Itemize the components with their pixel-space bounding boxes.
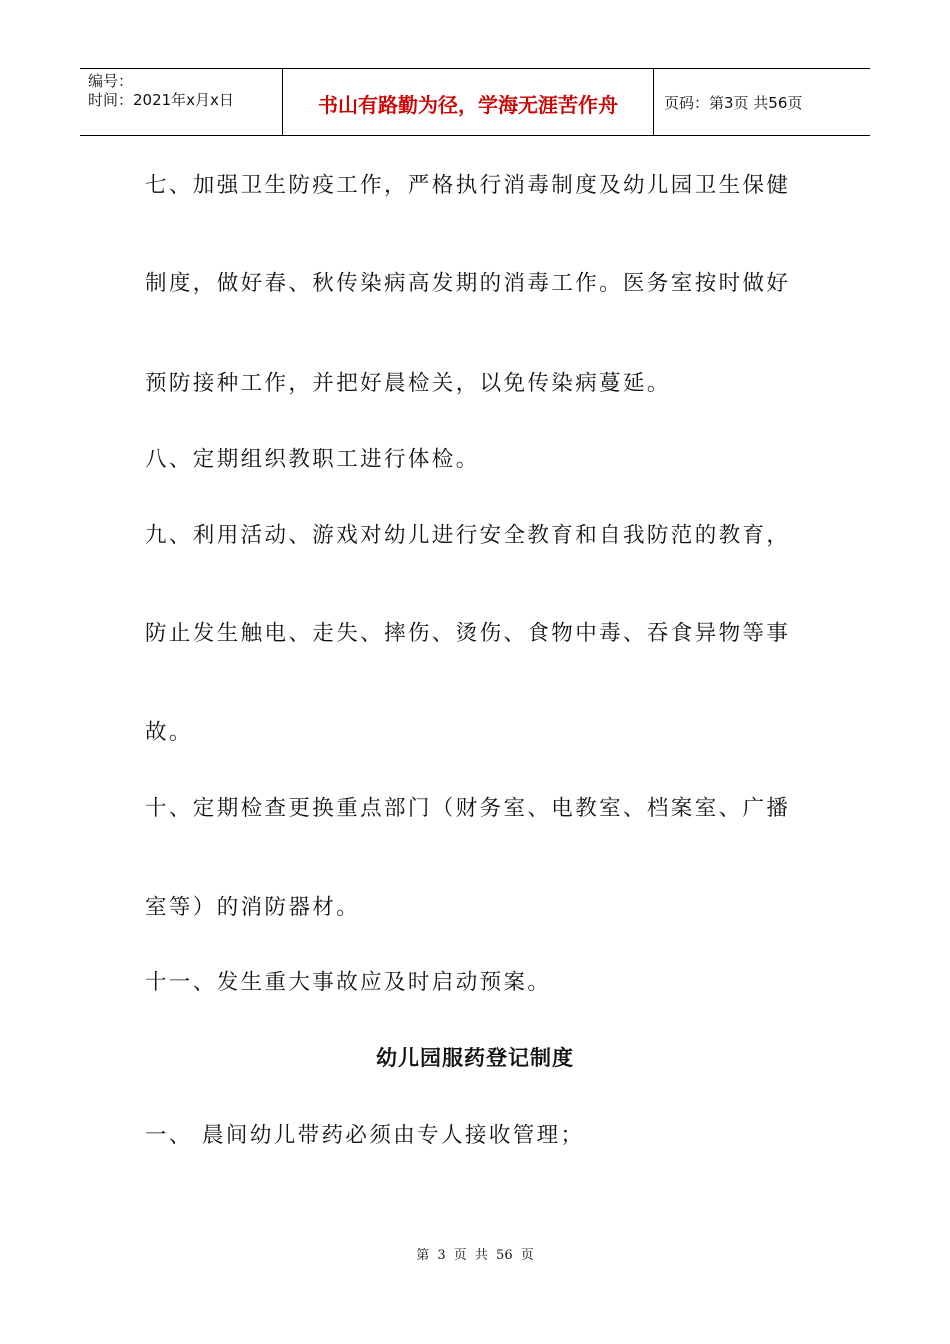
footer-page-number: 第 3 页 共 56 页 [416,1248,534,1263]
body-line: 室等）的消防器材。 [145,895,361,920]
body-line: 八、定期组织教职工进行体检。 [145,447,480,472]
body-line: 七、加强卫生防疫工作，严格执行消毒制度及幼儿园卫生保健 [145,173,791,198]
header-motto-cell [282,69,654,135]
body-line: 故。 [145,720,193,745]
body-line: 十一、发生重大事故应及时启动预案。 [145,970,552,995]
header-meta-cell [80,69,282,135]
date-line: 时间：2021年x月x日 [88,91,234,109]
body-line: 防止发生触电、走失、摔伤、烫伤、食物中毒、吞食异物等事 [145,621,791,646]
body-line: 九、利用活动、游戏对幼儿进行安全教育和自我防范的教育， [145,523,791,548]
body-line: 制度，做好春、秋传染病高发期的消毒工作。医务室按时做好 [145,271,791,296]
header-page-cell [654,69,870,135]
section-title: 幼儿园服药登记制度 [376,1046,574,1070]
section-line: 一、 晨间幼儿带药必须由专人接收管理； [145,1123,585,1148]
header-page-info: 页码：第3页 共56页 [664,94,803,112]
body-line: 预防接种工作，并把好晨检关，以免传染病蔓延。 [145,371,671,396]
serial-number-label: 编号： [88,72,134,90]
header-motto: 书山有路勤为径，学海无涯苦作舟 [318,93,618,117]
document-header [80,68,870,136]
body-line: 十、定期检查更换重点部门（财务室、电教室、档案室、广播 [145,796,791,821]
